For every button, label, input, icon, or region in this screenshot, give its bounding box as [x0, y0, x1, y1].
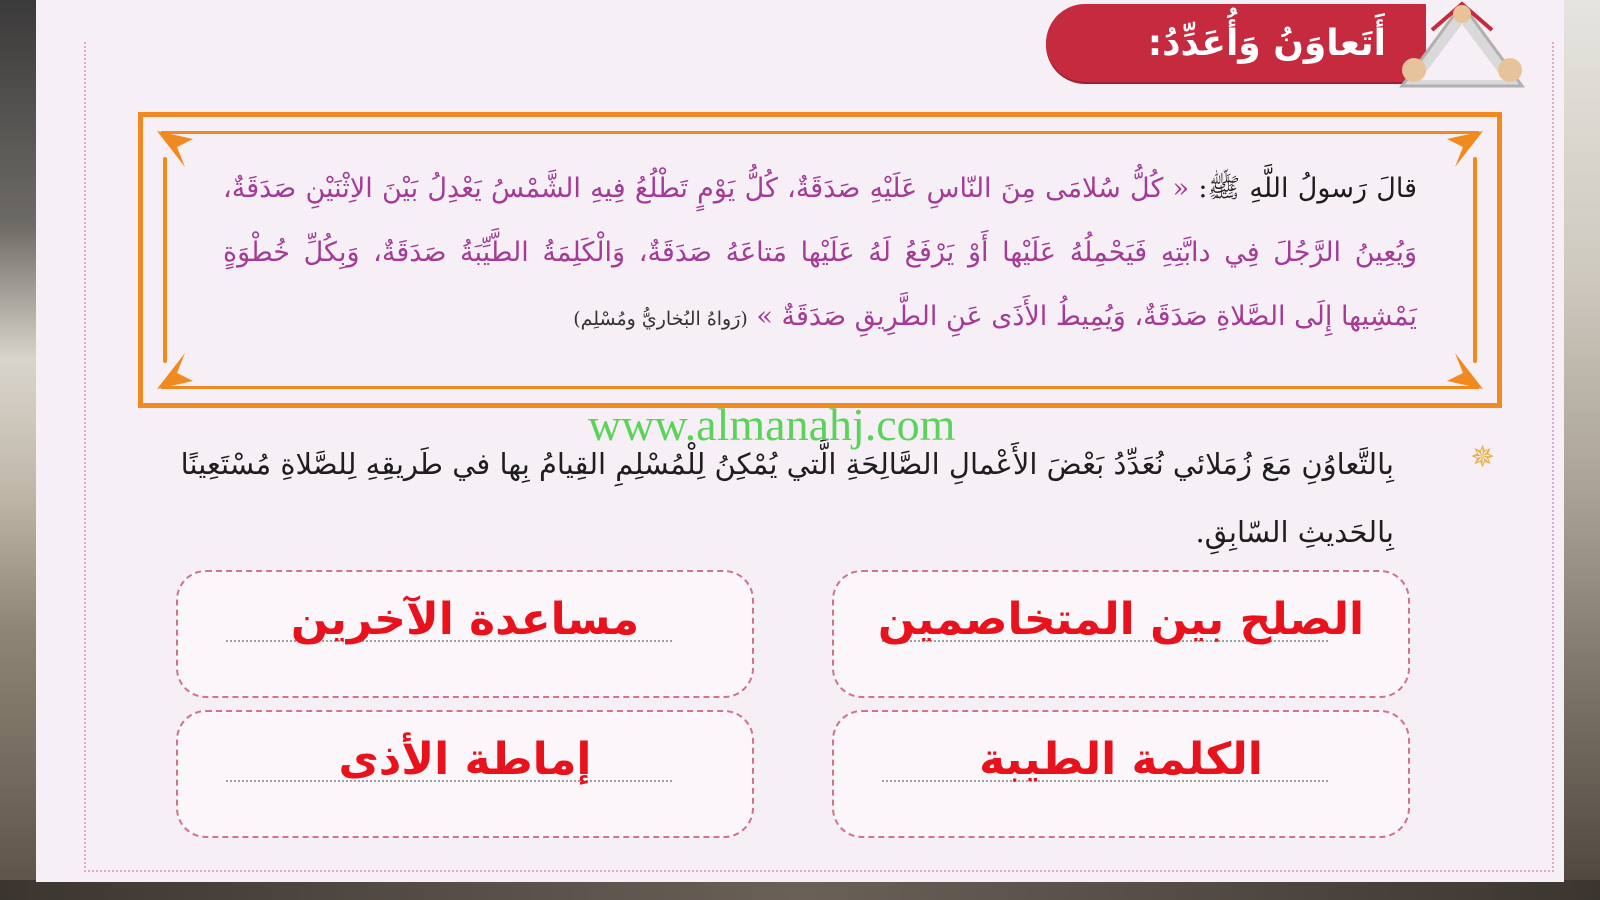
- hadith-frame: [138, 112, 1502, 408]
- hadith-speaker: قالَ رَسولُ اللَّهِ ﷺ:: [1198, 173, 1417, 204]
- answer-box[interactable]: [176, 570, 754, 698]
- background-photo-left: [0, 0, 36, 900]
- star-bullet-icon: ✵: [1470, 440, 1496, 475]
- answer-text: الكلمة الطيبة: [979, 734, 1263, 785]
- section-header-ribbon: [1046, 4, 1426, 82]
- frame-side-left: [163, 157, 167, 363]
- corner-ornament-icon: [1445, 351, 1485, 391]
- section-title: أَتَعاوَنُ وَأُعَدِّدُ:: [1147, 22, 1386, 64]
- textbook-page: [36, 0, 1564, 882]
- answer-text: الصلح بين المتخاصمين: [877, 594, 1365, 645]
- watermark-text: www.almanahj.com: [588, 399, 956, 450]
- answer-text: مساعدة الآخرين: [290, 594, 640, 645]
- hadith-source: (رَواهُ البُخاريُّ ومُسْلِم): [573, 308, 748, 330]
- corner-ornament-icon: [155, 129, 195, 169]
- cooperation-hands-icon: [1392, 0, 1532, 96]
- answer-text: إماطة الأذى: [338, 734, 592, 785]
- answer-box[interactable]: [176, 710, 754, 838]
- hadith-quote: « كُلُّ سُلامَى مِنَ النّاسِ عَلَيْهِ صَدَقَةٌ، كُلُّ يَوْمٍ تَطْلُعُ فِيهِ الشَّمْسُ يَعْدِلُ بَيْنَ الاِثْنَيْنِ صَدَقَةٌ، وَيُعِينُ الرَّجُلَ فِي دابَّتِهِ فَيَحْمِلُهُ عَلَيْها أَوْ يَرْفَعُ لَهُ عَلَيْها مَتاعَهُ صَدَقَةٌ، وَالْكَلِمَةُ الطَّيِّبَةُ صَدَقَةٌ، وَبِكُلِّ خُطْوَةٍ يَمْشِيها إِلَى الصَّلاةِ صَدَقَةٌ، وَيُمِيطُ الأَذَى عَنِ الطَّرِيقِ صَدَقَةٌ »: [223, 173, 1417, 332]
- frame-side-right: [1473, 157, 1477, 363]
- answer-box[interactable]: [832, 710, 1410, 838]
- hadith-text: [223, 157, 1417, 351]
- background-photo-bottom: [0, 880, 1600, 900]
- answer-box[interactable]: [832, 570, 1410, 698]
- corner-ornament-icon: [1445, 129, 1485, 169]
- corner-ornament-icon: [155, 351, 195, 391]
- instruction-text: بِالتَّعاوُنِ مَعَ زُمَلائي نُعَدِّدُ بَعْضَ الأَعْمالِ الصَّالِحَةِ الَّتي يُمْكِنُ لِلْمُسْلِمِ القِيامُ بِها في طَريقِهِ لِلصَّلاةِ مُسْتَعِينًا بِالحَديثِ السّابِقِ.: [180, 447, 1394, 549]
